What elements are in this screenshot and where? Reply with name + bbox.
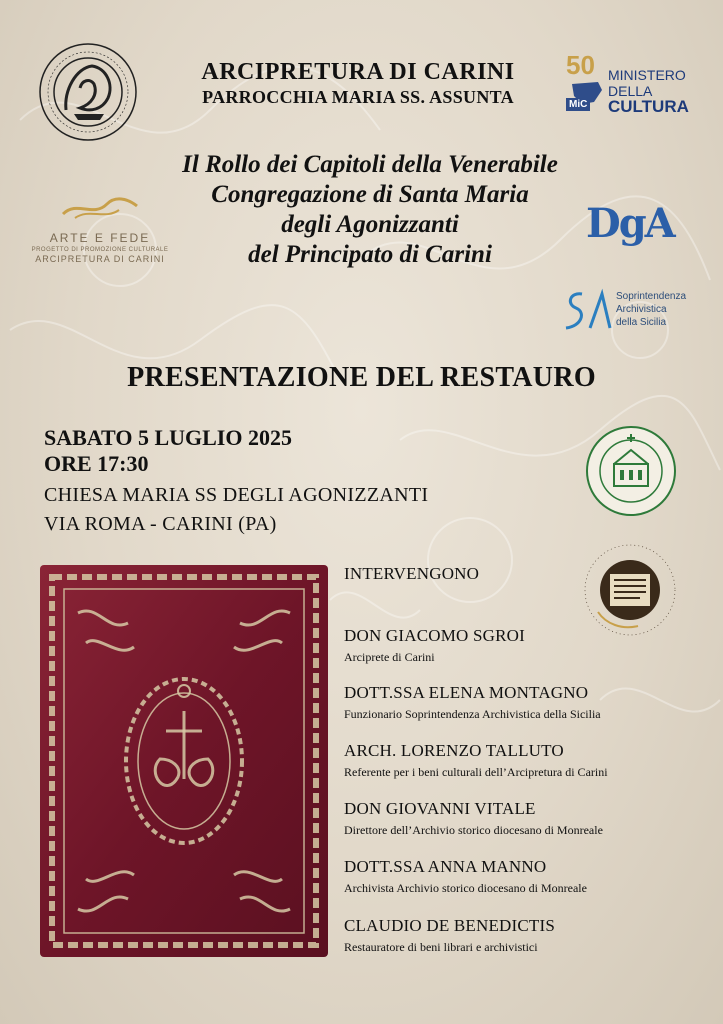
soprintendenza-logo <box>560 288 710 334</box>
speaker-role: Archivista Archivio storico diocesano di Monreale <box>344 881 587 895</box>
arte-e-fede-logo <box>30 192 170 264</box>
soprintendenza-sa-icon <box>560 288 614 334</box>
speaker-role: Restauratore di beni librari e archivistici <box>344 940 538 954</box>
soprintendenza-line3: della Sicilia <box>616 317 667 328</box>
speaker-item <box>344 626 714 665</box>
event-address: VIA ROMA - CARINI (PA) <box>44 513 277 535</box>
flame-swirl-icon <box>55 192 145 222</box>
title-line: Il Rollo dei Capitoli della Venerabile <box>182 151 558 178</box>
event-time: ORE 17:30 <box>44 451 149 476</box>
speaker-name: DON GIACOMO SGROI <box>344 626 525 645</box>
ministero-anniversary-number: 50 <box>566 50 595 80</box>
org-name: ARCIPRETURA DI CARINI <box>201 59 515 85</box>
arte-fede-subtitle: PROGETTO DI PROMOZIONE CULTURALE <box>31 247 169 253</box>
title-line: Congregazione di Santa Maria <box>211 181 529 208</box>
event-location <box>44 481 428 539</box>
title-line: degli Agonizzanti <box>281 211 459 238</box>
speaker-role: Referente per i beni culturali dell’Arcipretura di Carini <box>344 765 608 779</box>
speaker-role: Arciprete di Carini <box>344 650 435 664</box>
speaker-name: DOTT.SSA ELENA MONTAGNO <box>344 683 589 702</box>
header-organization <box>168 58 548 108</box>
arcipretura-seal-icon <box>36 40 140 144</box>
arte-fede-title: ARTE E FEDE <box>49 231 151 245</box>
speaker-item <box>344 741 714 780</box>
event-venue: CHIESA MARIA SS DEGLI AGONIZZANTI <box>44 484 429 506</box>
speakers-heading: INTERVENGONO <box>344 564 480 583</box>
title-line: del Principato di Carini <box>248 241 492 268</box>
ministero-line3: CULTURA <box>608 97 689 116</box>
soprintendenza-text <box>616 290 686 329</box>
speaker-name: ARCH. LORENZO TALLUTO <box>344 741 564 760</box>
book-cover-image <box>38 563 330 959</box>
ministero-cultura-logo <box>562 50 702 122</box>
soprintendenza-line1: Soprintendenza <box>616 291 687 302</box>
speaker-item <box>344 683 714 722</box>
speaker-item <box>344 799 714 838</box>
ministero-line1: MINISTERO <box>608 67 686 83</box>
speaker-item <box>344 916 714 955</box>
speaker-item <box>344 857 714 896</box>
speaker-role: Funzionario Soprintendenza Archivistica della Sicilia <box>344 707 601 721</box>
mic-label: MiC <box>566 98 590 111</box>
ministero-line2: DELLA <box>608 83 653 99</box>
dga-logo: DgA <box>586 200 674 247</box>
arte-fede-org: ARCIPRETURA DI CARINI <box>35 254 165 264</box>
speaker-name: DON GIOVANNI VITALE <box>344 799 536 818</box>
speaker-role: Direttore dell’Archivio storico diocesano di Monreale <box>344 823 603 837</box>
presentation-heading: PRESENTAZIONE DEL RESTAURO <box>127 362 596 393</box>
monreale-seal-icon <box>584 424 678 518</box>
event-title <box>130 150 610 270</box>
speaker-name: CLAUDIO DE BENEDICTIS <box>344 916 556 935</box>
parish-name: PARROCCHIA MARIA SS. ASSUNTA <box>202 87 514 107</box>
speaker-name: DOTT.SSA ANNA MANNO <box>344 857 547 876</box>
event-datetime <box>44 425 292 477</box>
soprintendenza-line2: Archivistica <box>616 304 667 315</box>
event-date: SABATO 5 LUGLIO 2025 <box>44 425 292 450</box>
